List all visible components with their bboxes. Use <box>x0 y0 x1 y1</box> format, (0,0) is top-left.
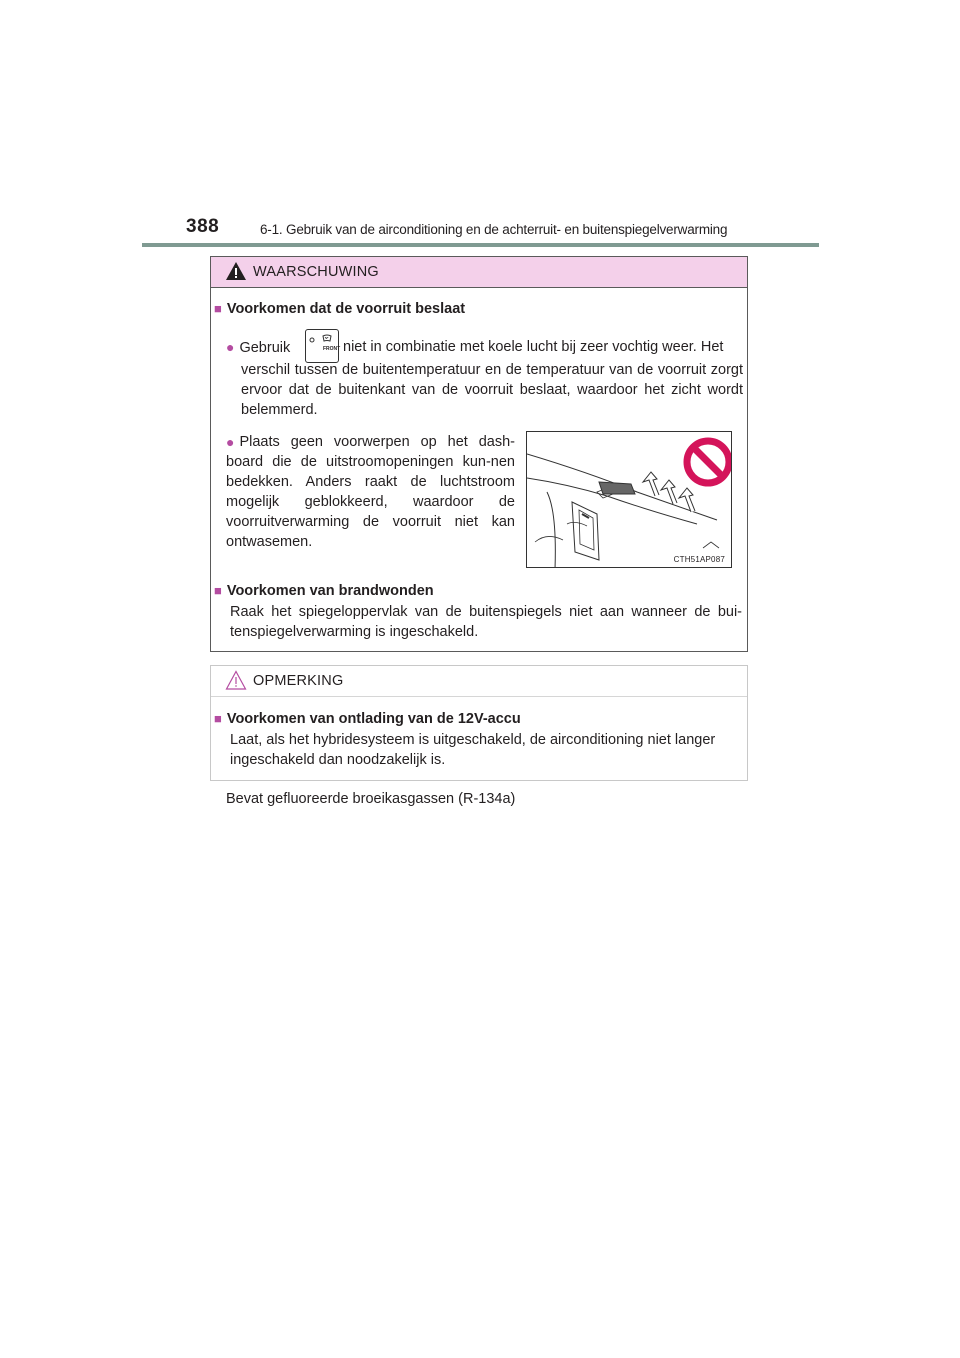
bullet-2: ● Plaats geen voorwerpen op het dash-board die de uitstroomopeningen kun-nen bedekken. Anders raakt de luchtstroom mogelijk geblokkeerd, waardoor de voorruitverwarming de voorruit niet kan ontwasemen. <box>226 434 515 550</box>
square-bullet-icon: ■ <box>214 583 222 598</box>
front-button-label: FRONT <box>323 346 341 352</box>
warning-header <box>211 257 747 288</box>
square-bullet-icon: ■ <box>214 711 222 726</box>
page-number: 388 <box>186 216 220 237</box>
burns-text: Raak het spiegeloppervlak van de buitenspiegels niet aan wanneer de bui-tenspiegelverwarming is ingeschakeld. <box>230 604 742 640</box>
square-bullet-icon: ■ <box>214 301 222 316</box>
round-bullet-icon: ● <box>226 339 235 355</box>
dashboard-illustration <box>526 431 732 568</box>
front-defogger-button-icon <box>305 329 339 363</box>
caution-triangle-icon <box>225 670 247 690</box>
bullet-1-lead: ● Gebruik <box>226 339 291 356</box>
dashboard-drawing <box>527 432 732 568</box>
section-heading-battery: ■ Voorkomen van ontlading van de 12V-accu <box>214 711 521 727</box>
round-bullet-icon: ● <box>226 434 235 450</box>
bullet-1-after-icon: niet in combinatie met koele lucht bij zeer vochtig weer. Het <box>343 339 724 355</box>
notice-header <box>211 666 747 697</box>
section-heading-burns: ■ Voorkomen van brandwonden <box>214 583 434 599</box>
section-title: 6-1. Gebruik van de airconditioning en de achterruit- en buitenspiegelverwarming <box>260 222 728 237</box>
header-rule <box>142 243 819 247</box>
warning-triangle-icon <box>225 261 247 281</box>
battery-text: Laat, als het hybridesysteem is uitgeschakeld, de airconditioning niet langer ingeschakeld dan noodzakelijk is. <box>230 732 716 768</box>
refrigerant-note: Bevat gefluoreerde broeikasgassen (R-134a) <box>226 791 516 807</box>
warning-label: WAARSCHUWING <box>253 264 379 280</box>
bullet-1-rest: verschil tussen de buitentemperatuur en de temperatuur van de voorruit zorgt ervoor dat de buitenkant van de voorruit beslaat, waardoor het zicht wordt belemmerd. <box>241 362 743 418</box>
notice-label: OPMERKING <box>253 673 344 689</box>
section-heading-fogging: ■ Voorkomen dat de voorruit beslaat <box>214 301 466 317</box>
figure-code: CTH51AP087 <box>673 555 725 564</box>
